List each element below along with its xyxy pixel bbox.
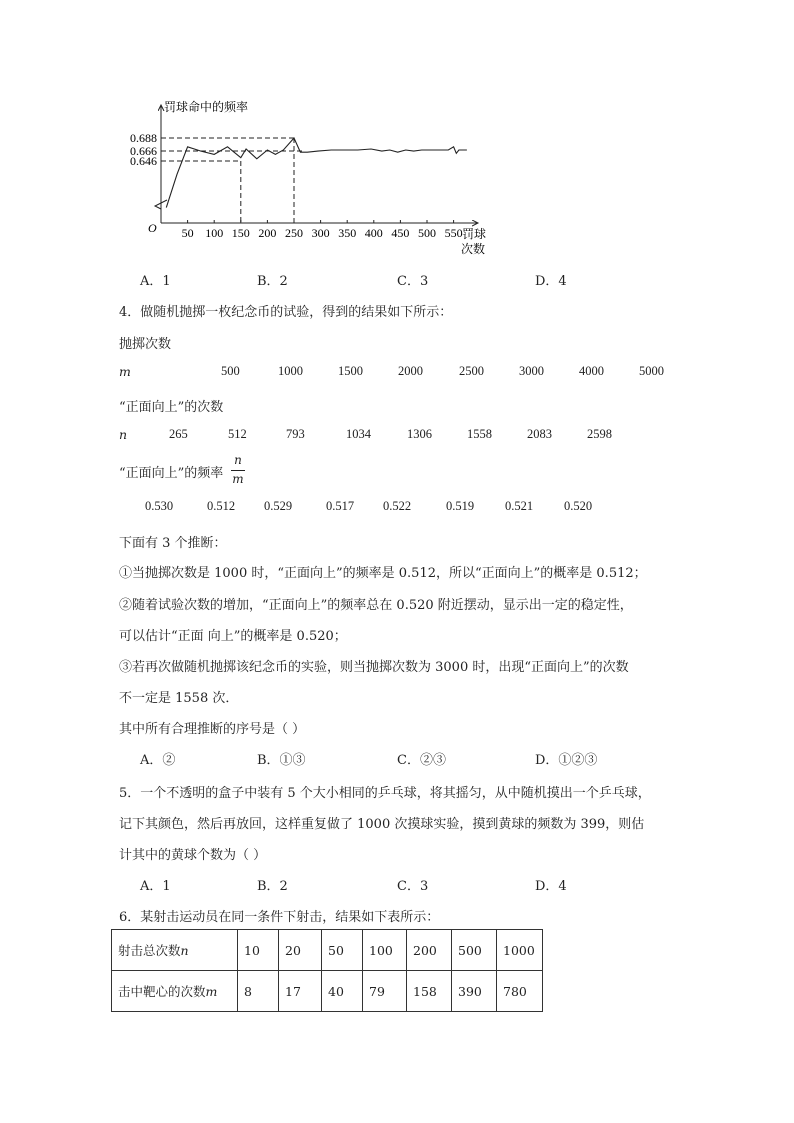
table-header-cell: 击中靶心的次数m	[112, 971, 238, 1012]
origin-label: O	[148, 221, 157, 235]
q4-row2-value-7: 2083	[527, 427, 552, 441]
q4-row3-value-8: 0.520	[564, 499, 593, 513]
q4-row3-value-6: 0.519	[446, 499, 475, 513]
table-cell: 40	[322, 971, 363, 1012]
q5-option-b[interactable]: B．2	[257, 879, 288, 894]
x-tick-label: 450	[391, 226, 410, 240]
x-tick-label: 250	[285, 226, 303, 240]
x-tick-label: 300	[311, 226, 330, 240]
q6-stem: 6．某射击运动员在同一条件下射击，结果如下表所示：	[119, 910, 440, 925]
x-tick-label: 500	[418, 226, 436, 240]
q4-statement-1: ①当抛掷次数是 1000 时，“正面向上”的频率是 0.512，所以“正面向上”的概率是 0.512；	[119, 566, 647, 581]
q3-option-b[interactable]: B．2	[257, 274, 288, 289]
x-tick-label: 350	[338, 226, 357, 240]
q4-row2-value-1: 265	[169, 427, 188, 441]
table-cell: 780	[497, 971, 543, 1012]
q5-line-3: 计其中的黄球个数为（ ）	[119, 848, 267, 863]
q4-row2-value-3: 793	[286, 427, 305, 441]
y-axis-label: 罚球命中的频率	[164, 100, 249, 114]
q4-statement-2a: ②随着试验次数的增加，“正面向上”的频率总在 0.520 附近摆动，显示出一定的稳定性，	[119, 598, 633, 613]
x-tick-label: 200	[258, 226, 277, 240]
q4-row3-value-2: 0.512	[207, 499, 236, 513]
x-tick-label: 150	[231, 226, 250, 240]
y-tick-label: 0.666	[130, 144, 157, 158]
q5-line-2: 记下其颜色，然后再放回，这样重复做了 1000 次摸球实验，摸到黄球的频数为 399，则估	[119, 817, 645, 832]
q4-intro: 下面有 3 个推断：	[119, 536, 227, 551]
x-tick-label: 400	[364, 226, 383, 240]
q4-row1-value-4: 2000	[398, 364, 423, 378]
q4-row1-value-2: 1000	[278, 364, 303, 378]
table-cell: 500	[452, 930, 497, 971]
q4-row3-value-5: 0.522	[383, 499, 412, 513]
frequency-line-chart	[110, 95, 500, 260]
x-tick-label: 50	[181, 226, 194, 240]
table-row	[112, 930, 543, 971]
table-cell: 10	[238, 930, 279, 971]
q4-statement-3a: ③若再次做随机抛掷该纪念币的实验，则当抛掷次数为 3000 时，出现“正面向上”的次数	[119, 660, 629, 675]
q5-option-c[interactable]: C．3	[397, 879, 429, 894]
q4-statement-3b: 不一定是 1558 次．	[119, 691, 239, 706]
q4-statement-2b: 可以估计“正面 向上”的概率是 0.520；	[119, 629, 347, 644]
q4-option-d[interactable]: D．①②③	[535, 753, 598, 768]
q4-option-c[interactable]: C．②③	[397, 753, 446, 768]
q4-row2-var: n	[119, 427, 128, 442]
q4-row3-value-3: 0.529	[264, 499, 293, 513]
q4-row2-value-6: 1558	[467, 427, 492, 441]
table-header-cell: 射击总次数n	[112, 930, 238, 971]
q4-frac-num: n	[234, 453, 242, 467]
table-cell: 390	[452, 971, 497, 1012]
q4-row2-label: “正面向上”的次数	[119, 400, 224, 415]
q4-row1-value-8: 5000	[639, 364, 664, 378]
q4-row1-var: m	[119, 364, 131, 379]
table-cell: 50	[322, 930, 363, 971]
table-cell: 1000	[497, 930, 543, 971]
x-tick-label: 100	[205, 226, 224, 240]
table-cell: 20	[279, 930, 322, 971]
table-row	[112, 971, 543, 1012]
x-axis-label-2: 次数	[461, 242, 486, 256]
q4-option-a[interactable]: A．②	[140, 753, 176, 768]
q4-row1-value-7: 4000	[579, 364, 604, 378]
table-cell: 100	[363, 930, 407, 971]
q4-question: 其中所有合理推断的序号是（ ）	[119, 722, 306, 737]
q4-row2-value-5: 1306	[407, 427, 432, 441]
table-cell: 79	[363, 971, 407, 1012]
x-tick-label: 550	[444, 226, 463, 240]
q4-row1-value-6: 3000	[519, 364, 544, 378]
q4-row2-value-2: 512	[228, 427, 247, 441]
q4-row1-value-3: 1500	[338, 364, 363, 378]
q5-line-1: 5．一个不透明的盒子中装有 5 个大小相同的乒乓球，将其摇匀，从中随机摸出一个乒乓球，	[119, 786, 651, 801]
q4-row2-value-8: 2598	[587, 427, 612, 441]
q4-row2-value-4: 1034	[346, 427, 371, 441]
table-cell: 8	[238, 971, 279, 1012]
q4-frac-bar	[231, 470, 245, 471]
q4-row1-value-1: 500	[221, 364, 240, 378]
y-tick-label: 0.646	[130, 154, 157, 168]
q3-option-a[interactable]: A．1	[140, 274, 171, 289]
x-axis-label-1: 罚球	[462, 227, 487, 241]
q4-row3-value-7: 0.521	[505, 499, 534, 513]
q3-option-d[interactable]: D．4	[535, 274, 567, 289]
q4-row3-value-4: 0.517	[326, 499, 355, 513]
shooting-table	[111, 929, 543, 1012]
q5-option-a[interactable]: A．1	[140, 879, 171, 894]
table-cell: 158	[407, 971, 452, 1012]
q4-frac-den: m	[232, 472, 244, 486]
q4-row1-value-5: 2500	[459, 364, 484, 378]
q4-option-b[interactable]: B．①③	[257, 753, 306, 768]
q3-option-c[interactable]: C．3	[397, 274, 429, 289]
table-cell: 200	[407, 930, 452, 971]
q5-option-d[interactable]: D．4	[535, 879, 567, 894]
series-line	[166, 138, 467, 208]
q4-stem: 4．做随机抛掷一枚纪念币的试验，得到的结果如下所示：	[119, 305, 453, 320]
table-cell: 17	[279, 971, 322, 1012]
q4-row3-label: “正面向上”的频率	[119, 466, 224, 481]
q4-row1-label: 抛掷次数	[119, 337, 172, 352]
q4-row3-value-1: 0.530	[145, 499, 174, 513]
y-tick-label: 0.688	[130, 131, 157, 145]
